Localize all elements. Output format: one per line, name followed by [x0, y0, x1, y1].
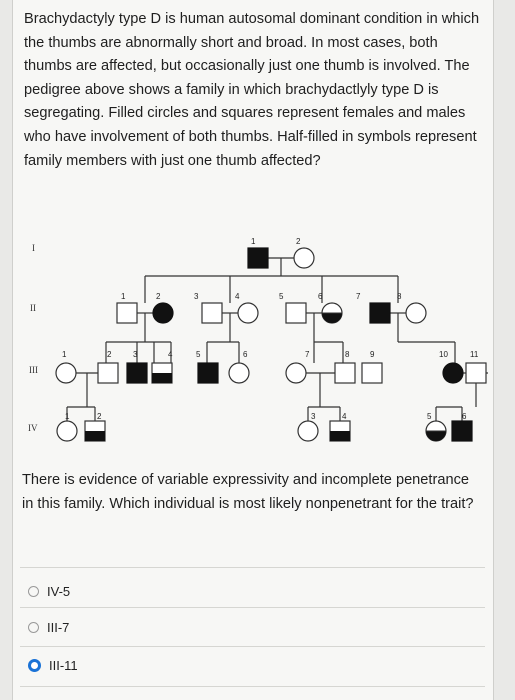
individual-iii-5: [198, 363, 218, 383]
label-iii-5: 5: [196, 350, 201, 359]
radio-unselected-icon[interactable]: [28, 622, 39, 633]
label-iii-2: 2: [107, 350, 112, 359]
individual-i-1: [248, 248, 268, 268]
answer-option-label: IV-5: [47, 583, 71, 599]
individual-iv-4: [330, 421, 350, 441]
label-ii-1: 1: [121, 292, 126, 301]
individual-ii-4: [238, 303, 258, 323]
individual-ii-7: [370, 303, 390, 323]
individual-ii-8: [406, 303, 426, 323]
individual-iv-2: [85, 421, 105, 441]
generation-label-iv: IV: [28, 423, 38, 433]
individual-ii-3: [202, 303, 222, 323]
label-iii-8: 8: [345, 350, 350, 359]
label-ii-5: 5: [279, 292, 284, 301]
label-iii-9: 9: [370, 350, 375, 359]
individual-iv-1: [57, 421, 77, 441]
individual-iv-3: [298, 421, 318, 441]
individual-iv-5: [426, 421, 446, 441]
label-iv-2: 2: [97, 412, 102, 421]
label-ii-8: 8: [397, 292, 402, 301]
question-prompt: There is evidence of variable expressivity and incomplete penetrance in this family. Which individual is most likely nonpenetrant for the trait?: [22, 472, 474, 512]
radio-selected-icon[interactable]: [28, 659, 41, 672]
individual-iii-9: [362, 363, 382, 383]
label-iv-3: 3: [311, 412, 316, 421]
answer-option-iii-11[interactable]: [28, 654, 78, 676]
individual-iii-7: [286, 363, 306, 383]
divider: [20, 646, 485, 647]
generation-label-i: I: [32, 243, 35, 253]
individual-ii-5: [286, 303, 306, 323]
label-i-2: 2: [296, 237, 301, 246]
individual-iv-6: [452, 421, 472, 441]
label-iv-5: 5: [427, 412, 432, 421]
divider: [20, 607, 485, 608]
label-ii-4: 4: [235, 292, 240, 301]
answer-option-iii-7[interactable]: [28, 616, 69, 638]
label-iii-6: 6: [243, 350, 248, 359]
generation-label-ii: II: [30, 303, 36, 313]
label-iii-1: 1: [62, 350, 67, 359]
generation-label-iii: III: [29, 365, 38, 375]
divider: [20, 686, 485, 687]
individual-ii-1: [117, 303, 137, 323]
label-iv-4: 4: [342, 412, 347, 421]
answer-option-label: III-7: [47, 619, 70, 635]
individual-iii-2: [98, 363, 118, 383]
individual-iii-4: [152, 363, 172, 383]
individual-ii-2: [153, 303, 173, 323]
label-i-1: 1: [251, 237, 256, 246]
label-ii-2: 2: [156, 292, 161, 301]
label-iv-1: 1: [65, 412, 70, 421]
individual-iii-3: [127, 363, 147, 383]
individual-iii-1: [56, 363, 76, 383]
label-ii-3: 3: [194, 292, 199, 301]
label-iii-7: 7: [305, 350, 310, 359]
individual-i-2: [294, 248, 314, 268]
individual-iii-11: [466, 363, 486, 383]
label-iii-3: 3: [133, 350, 138, 359]
individual-iii-8: [335, 363, 355, 383]
individual-ii-6: [322, 303, 342, 323]
radio-unselected-icon[interactable]: [28, 586, 39, 597]
answer-option-label: III-11: [49, 657, 78, 673]
label-iii-10: 10: [439, 350, 448, 359]
label-ii-6: 6: [318, 292, 323, 301]
label-iv-6: 6: [462, 412, 467, 421]
label-ii-7: 7: [356, 292, 361, 301]
question-text: Brachydactyly type D is human autosomal dominant condition in which the thumbs are abnormally short and broad. In most cases, both thumbs are affected, but occasionally just one thumb is involved. The pedigree above shows a family in which brachydactlyly type D is segregating. Filled circles and squares represent females and males who have involvement of both thumbs. Half-filled in symbols represent family members with just one thumb affected?: [24, 11, 480, 169]
label-iii-4: 4: [168, 350, 173, 359]
divider: [20, 567, 485, 568]
individual-iii-6: [229, 363, 249, 383]
answer-option-iv-5[interactable]: [28, 580, 70, 602]
label-iii-11: 11: [470, 350, 479, 359]
individual-iii-10: [443, 363, 463, 383]
